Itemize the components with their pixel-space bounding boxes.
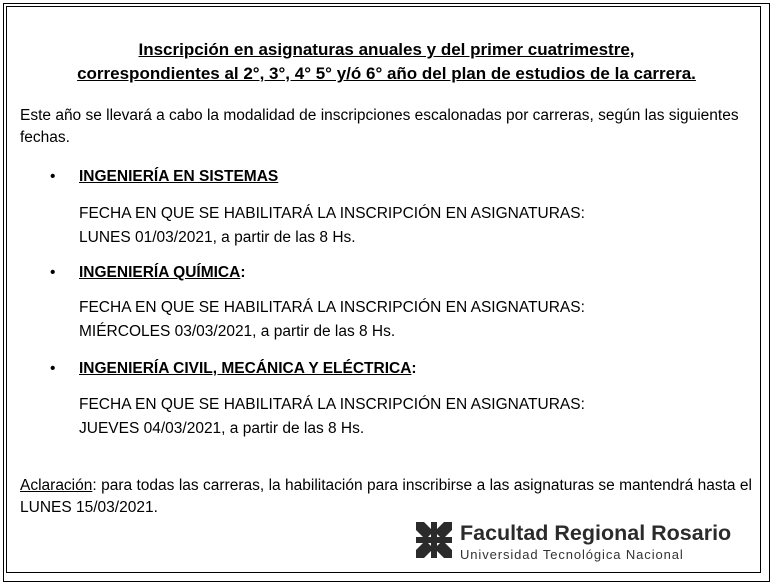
clarification-note xyxy=(20,475,752,519)
career-date-value: LUNES 01/03/2021, a partir de las 8 Hs. xyxy=(79,229,356,246)
career-detail xyxy=(79,202,585,250)
career-suffix: : xyxy=(411,360,417,377)
career-date-value: MIÉRCOLES 03/03/2021, a partir de las 8 Hs. xyxy=(79,323,396,340)
document-title xyxy=(20,38,753,86)
intro-paragraph: Este año se llevará a cabo la modalidad de inscripciones escalonadas por carreras, según las siguientes fechas. xyxy=(20,107,739,146)
title-line-2: correspondientes al 2°, 3°, 4° 5° y/ó 6° año del plan de estudios de la carrera. xyxy=(77,64,696,83)
utn-logo-icon xyxy=(416,522,452,558)
career-suffix: : xyxy=(240,264,246,281)
career-heading xyxy=(79,167,278,187)
career-date-label: FECHA EN QUE SE HABILITARÁ LA INSCRIPCIÓN EN ASIGNATURAS: xyxy=(79,396,585,413)
career-name: INGENIERÍA EN SISTEMAS xyxy=(79,168,279,185)
career-detail xyxy=(79,296,585,344)
career-name: INGENIERÍA QUÍMICA xyxy=(79,264,241,281)
career-date-label: FECHA EN QUE SE HABILITARÁ LA INSCRIPCIÓN EN ASIGNATURAS: xyxy=(79,205,585,222)
title-line-1: Inscripción en asignaturas anuales y del primer cuatrimestre, xyxy=(138,40,635,59)
career-detail xyxy=(79,393,585,441)
career-name: INGENIERÍA CIVIL, MECÁNICA Y ELÉCTRICA xyxy=(79,360,412,377)
career-heading xyxy=(79,359,417,379)
logo-subtitle: Universidad Tecnológica Nacional xyxy=(460,547,684,562)
institution-logo xyxy=(416,520,746,564)
bullet-dot: • xyxy=(50,168,56,185)
career-date-value: JUEVES 04/03/2021, a partir de las 8 Hs. xyxy=(79,420,365,437)
career-heading xyxy=(79,263,246,283)
bullet-dot: • xyxy=(50,360,56,377)
clarification-text: : para todas las carreras, la habilitación para inscribirse a las asignaturas se mantendrá hasta el LUNES 15/03/2021. xyxy=(20,477,752,516)
bullet-dot: • xyxy=(50,264,56,281)
logo-name: Facultad Regional Rosario xyxy=(460,521,732,545)
clarification-label: Aclaración xyxy=(20,477,93,494)
career-date-label: FECHA EN QUE SE HABILITARÁ LA INSCRIPCIÓN EN ASIGNATURAS: xyxy=(79,299,585,316)
